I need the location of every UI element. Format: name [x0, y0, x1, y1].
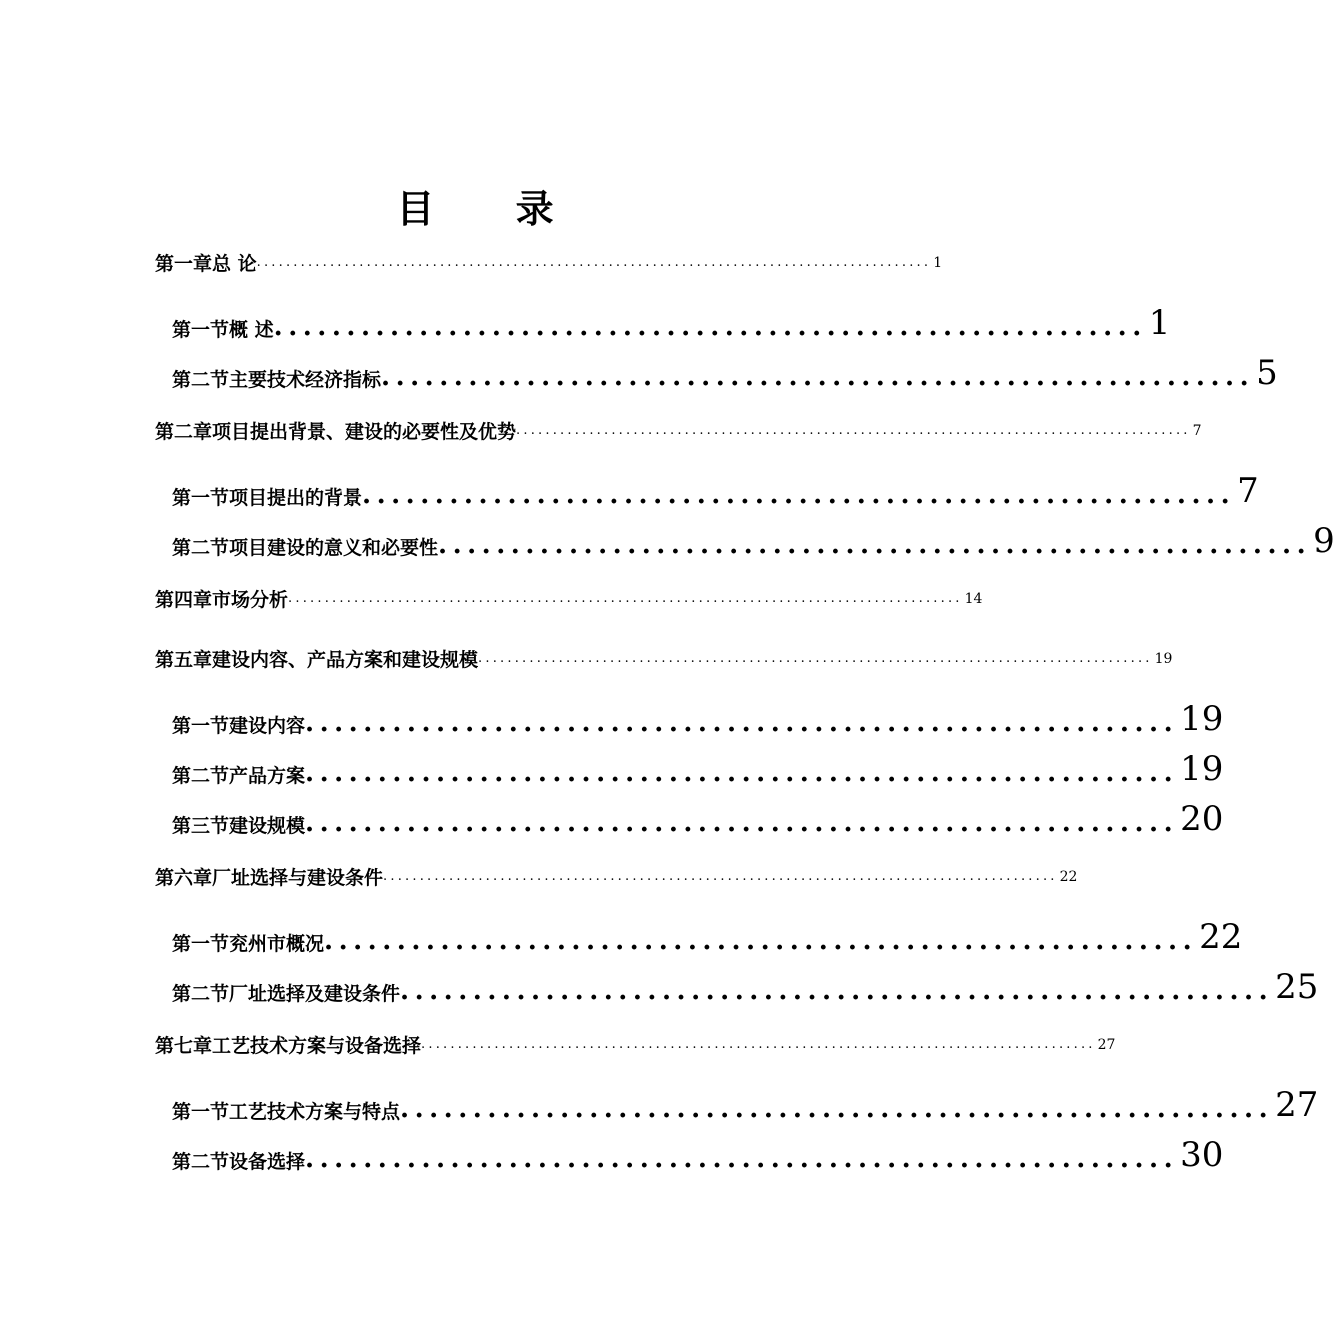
toc-section[interactable]	[172, 1084, 1319, 1125]
dot-leader: ............................................................	[305, 808, 1179, 838]
dot-leader: ............................................................	[324, 926, 1198, 956]
section-label: 第一节	[172, 715, 230, 737]
toc-section[interactable]	[172, 966, 1319, 1007]
toc-section[interactable]	[172, 916, 1243, 957]
dot-leader: ............................................................	[438, 530, 1312, 560]
section-title: 建设规模	[229, 815, 306, 837]
dot-leader: ............................................................	[362, 480, 1236, 510]
page-number: 14	[964, 591, 983, 607]
section-title: 主要技术经济指标	[229, 369, 382, 391]
section-title: 建设内容	[229, 715, 306, 737]
page-number: 27	[1097, 1037, 1116, 1053]
section-label: 第一节	[172, 319, 230, 341]
dot-leader: ............................................................................................	[256, 255, 932, 270]
dot-leader: ............................................................................................	[478, 651, 1153, 666]
page-number: 1	[1148, 303, 1171, 343]
toc-chapter-2[interactable]	[155, 414, 1202, 444]
chapter-label: 第四章	[155, 589, 213, 611]
dot-leader: ............................................................	[305, 708, 1179, 738]
page-number: 22	[1059, 869, 1078, 885]
page-number: 9	[1313, 521, 1335, 561]
toc-section[interactable]	[172, 470, 1259, 511]
dot-leader: ............................................................	[400, 1094, 1274, 1124]
section-title: 项目提出的背景	[229, 487, 363, 509]
page-number: 30	[1180, 1135, 1224, 1175]
section-label: 第一节	[172, 933, 230, 955]
toc-section[interactable]	[172, 748, 1224, 789]
dot-leader: ............................................................	[381, 362, 1255, 392]
toc-section[interactable]	[172, 698, 1224, 739]
section-label: 第一节	[172, 1101, 230, 1123]
page-number: 20	[1180, 799, 1224, 839]
page-number: 19	[1180, 749, 1224, 789]
toc-chapter-5[interactable]	[155, 642, 1173, 672]
section-label: 第二节	[172, 369, 230, 391]
dot-leader: ............................................................................................	[421, 1037, 1096, 1052]
toc-section[interactable]	[172, 520, 1335, 561]
page-number: 7	[1237, 471, 1259, 511]
toc-section[interactable]	[172, 352, 1278, 393]
section-label: 第二节	[172, 537, 230, 559]
toc-chapter-1[interactable]	[155, 246, 943, 276]
section-title: 概 述	[229, 319, 274, 341]
page-number: 7	[1192, 423, 1202, 439]
page-number: 19	[1154, 651, 1173, 667]
page-number: 22	[1199, 917, 1243, 957]
dot-leader: ............................................................	[305, 1144, 1179, 1174]
chapter-label: 第一章	[155, 253, 213, 275]
section-label: 第二节	[172, 765, 230, 787]
toc-chapter-6[interactable]	[155, 860, 1078, 890]
section-title: 工艺技术方案与特点	[229, 1101, 401, 1123]
chapter-title: 建设内容、产品方案和建设规模	[212, 649, 479, 671]
section-label: 第二节	[172, 983, 230, 1005]
section-label: 第三节	[172, 815, 230, 837]
dot-leader: ............................................................................................	[516, 423, 1191, 438]
chapter-label: 第五章	[155, 649, 213, 671]
page-number: 19	[1180, 699, 1224, 739]
page-title: 目 录	[396, 187, 588, 231]
section-title: 项目建设的意义和必要性	[229, 537, 439, 559]
page-number: 5	[1256, 353, 1278, 393]
dot-leader: ............................................................	[305, 758, 1179, 788]
dot-leader: ............................................................	[400, 976, 1274, 1006]
section-label: 第一节	[172, 487, 230, 509]
page-number: 1	[933, 255, 943, 271]
chapter-title: 市场分析	[212, 589, 289, 611]
toc-section[interactable]	[172, 302, 1171, 343]
section-title: 设备选择	[229, 1151, 306, 1173]
section-title: 厂址选择及建设条件	[229, 983, 401, 1005]
section-label: 第二节	[172, 1151, 230, 1173]
chapter-label: 第六章	[155, 867, 213, 889]
toc-section[interactable]	[172, 798, 1224, 839]
page-number: 27	[1275, 1085, 1319, 1125]
dot-leader: ............................................................	[273, 312, 1147, 342]
dot-leader: ............................................................................................	[288, 591, 963, 606]
page-number: 25	[1275, 967, 1319, 1007]
chapter-title: 项目提出背景、建设的必要性及优势	[212, 421, 517, 443]
chapter-title: 厂址选择与建设条件	[212, 867, 384, 889]
chapter-title: 工艺技术方案与设备选择	[212, 1035, 422, 1057]
chapter-label: 第七章	[155, 1035, 213, 1057]
dot-leader: ............................................................................................	[383, 869, 1058, 884]
section-title: 产品方案	[229, 765, 306, 787]
chapter-title: 总 论	[212, 253, 257, 275]
toc-section[interactable]	[172, 1134, 1224, 1175]
toc-chapter-4[interactable]	[155, 582, 983, 612]
toc-chapter-7[interactable]	[155, 1028, 1116, 1058]
section-title: 兖州市概况	[229, 933, 325, 955]
chapter-label: 第二章	[155, 421, 213, 443]
